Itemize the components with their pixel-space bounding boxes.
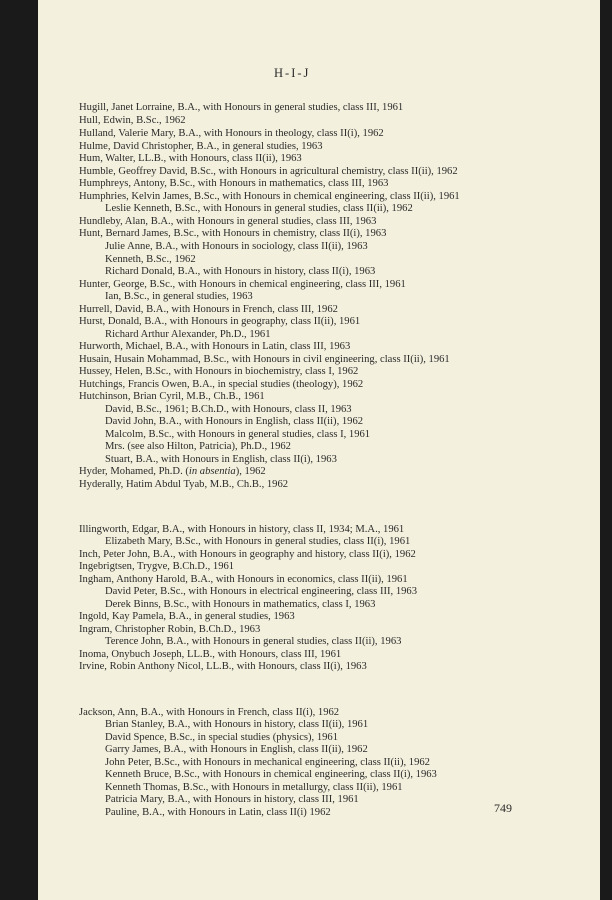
entry-line: David Spence, B.Sc., in special studies (physics), 1961 [105,732,339,743]
entry-line: Stuart, B.A., with Honours in English, class II(i), 1963 [105,454,337,465]
entry-line: Hunter, George, B.Sc., with Honours in chemical engineering, class III, 1961 [79,279,406,290]
entry-line: Hugill, Janet Lorraine, B.A., with Honours in general studies, class III, 1961 [79,102,404,113]
entry-line: Kenneth Thomas, B.Sc., with Honours in metallurgy, class II(ii), 1961 [105,782,403,793]
entry-line: Malcolm, B.Sc., with Honours in general studies, class I, 1961 [105,429,371,440]
entry-line: Brian Stanley, B.A., with Honours in history, class II(ii), 1961 [105,719,369,730]
entry-line: Richard Donald, B.A., with Honours in history, class II(i), 1963 [105,266,376,277]
entry-line: David, B.Sc., 1961; B.Ch.D., with Honours, class II, 1963 [105,404,352,415]
entry-line: Hyder, Mohamed, Ph.D. (in absentia), 1962 [79,466,266,477]
entry-line: Kenneth Bruce, B.Sc., with Honours in chemical engineering, class II(i), 1963 [105,769,437,780]
entry-line: Terence John, B.A., with Honours in general studies, class II(ii), 1963 [105,636,402,647]
entry-line: Hum, Walter, LL.B., with Honours, class II(ii), 1963 [79,153,302,164]
entry-line: Irvine, Robin Anthony Nicol, LL.B., with Honours, class II(i), 1963 [79,661,367,672]
entry-line: Hunt, Bernard James, B.Sc., with Honours in chemistry, class II(i), 1963 [79,228,387,239]
entry-line: Patricia Mary, B.A., with Honours in history, class III, 1961 [105,794,359,805]
entry-line: John Peter, B.Sc., with Honours in mechanical engineering, class II(ii), 1962 [105,757,430,768]
entry-line: Inoma, Onybuch Joseph, LL.B., with Honours, class III, 1961 [79,649,342,660]
entry-line: Leslie Kenneth, B.Sc., with Honours in general studies, class II(ii), 1962 [105,203,413,214]
entry-line: Derek Binns, B.Sc., with Honours in mathematics, class I, 1963 [105,599,376,610]
entry-line: Hutchings, Francis Owen, B.A., in special studies (theology), 1962 [79,379,364,390]
entry-line: Hussey, Helen, B.Sc., with Honours in biochemistry, class I, 1962 [79,366,359,377]
entry-line: Humphreys, Antony, B.Sc., with Honours in mathematics, class III, 1963 [79,178,389,189]
entry-line: Ian, B.Sc., in general studies, 1963 [105,291,253,302]
entry-line: Illingworth, Edgar, B.A., with Honours in history, class II, 1934; M.A., 1961 [79,524,405,535]
page-number: 749 [494,801,512,815]
entry-line: Richard Arthur Alexander, Ph.D., 1961 [105,329,271,340]
entry-line: Hulme, David Christopher, B.A., in general studies, 1963 [79,141,323,152]
entry-line: Ingham, Anthony Harold, B.A., with Honours in economics, class II(ii), 1961 [79,574,408,585]
entry-line: Husain, Husain Mohammad, B.Sc., with Honours in civil engineering, class II(ii), 1961 [79,354,450,365]
entry-line: Inch, Peter John, B.A., with Honours in geography and history, class II(i), 1962 [79,549,416,560]
page-header: H-I-J [274,66,311,80]
entry-line: Elizabeth Mary, B.Sc., with Honours in general studies, class II(i), 1961 [105,536,411,547]
entry-line: Hutchinson, Brian Cyril, M.B., Ch.B., 1961 [79,391,265,402]
entry-line: Pauline, B.A., with Honours in Latin, class II(i) 1962 [105,807,331,818]
entry-line: Ingold, Kay Pamela, B.A., in general studies, 1963 [79,611,295,622]
entry-line: Mrs. (see also Hilton, Patricia), Ph.D., 1962 [105,441,291,452]
entry-line: Hurrell, David, B.A., with Honours in French, class III, 1962 [79,304,338,315]
entry-line: David John, B.A., with Honours in English, class II(ii), 1962 [105,416,364,427]
entry-line: Jackson, Ann, B.A., with Honours in French, class II(i), 1962 [79,707,340,718]
entry-line: Hurst, Donald, B.A., with Honours in geography, class II(ii), 1961 [79,316,361,327]
entry-line: Ingebrigtsen, Trygve, B.Ch.D., 1961 [79,561,235,572]
entry-line: Garry James, B.A., with Honours in English, class II(ii), 1962 [105,744,368,755]
entry-line: Julie Anne, B.A., with Honours in sociology, class II(ii), 1963 [105,241,368,252]
entry-line: Humphries, Kelvin James, B.Sc., with Honours in chemical engineering, class II(ii), 1961 [79,191,460,202]
entry-line: Kenneth, B.Sc., 1962 [105,254,196,265]
entry-line: David Peter, B.Sc., with Honours in electrical engineering, class III, 1963 [105,586,418,597]
entry-line: Ingram, Christopher Robin, B.Ch.D., 1963 [79,624,261,635]
entry-line: Hundleby, Alan, B.A., with Honours in general studies, class III, 1963 [79,216,377,227]
entry-line: Hull, Edwin, B.Sc., 1962 [79,115,186,126]
entry-line: Hyderally, Hatim Abdul Tyab, M.B., Ch.B., 1962 [79,479,289,490]
entry-line: Hurworth, Michael, B.A., with Honours in Latin, class III, 1963 [79,341,351,352]
entry-line: Hulland, Valerie Mary, B.A., with Honours in theology, class II(i), 1962 [79,128,384,139]
entry-line: Humble, Geoffrey David, B.Sc., with Honours in agricultural chemistry, class II(ii), 1962 [79,166,458,177]
